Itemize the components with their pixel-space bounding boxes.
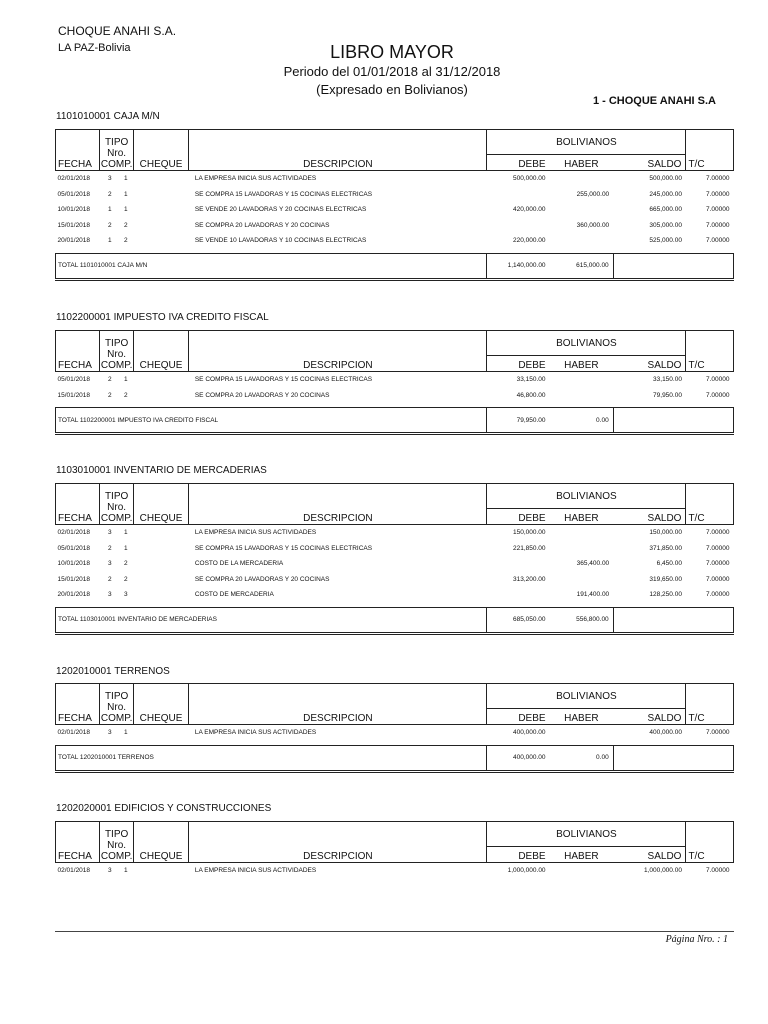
cell-descripcion: COSTO DE MERCADERIA bbox=[194, 591, 274, 599]
cell-tipo-nro bbox=[100, 372, 133, 388]
col-saldo: SALDO bbox=[613, 709, 686, 725]
cell-tc: 7.00000 bbox=[706, 376, 730, 384]
cell-debe bbox=[487, 587, 550, 603]
cell-nro: 2 bbox=[123, 237, 128, 245]
cell-tipo-nro bbox=[100, 525, 133, 541]
cell-cheque bbox=[133, 202, 189, 218]
cell-descripcion: LA EMPRESA INICIA SUS ACTIVIDADES bbox=[194, 729, 317, 737]
col-debe: DEBE bbox=[487, 509, 550, 525]
cell-saldo: 33,150.00 bbox=[653, 376, 682, 384]
col-bolivianos: BOLIVIANOS bbox=[487, 684, 686, 709]
col-cheque: CHEQUE bbox=[133, 484, 189, 525]
cell-saldo: 245,000.00 bbox=[649, 190, 682, 198]
cell-debe: 33,150.00 bbox=[516, 376, 546, 384]
cell-saldo: 6,450.00 bbox=[656, 560, 682, 568]
total-label: TOTAL 1103010001 INVENTARIO DE MERCADERIAS bbox=[56, 607, 487, 633]
cell-tc: 7.00000 bbox=[706, 175, 730, 183]
cell-saldo: 319,650.00 bbox=[649, 575, 682, 583]
total-debe: 1,140,000.00 bbox=[487, 253, 550, 279]
cell-cheque bbox=[133, 525, 189, 541]
col-saldo: SALDO bbox=[613, 356, 686, 372]
table-row bbox=[56, 233, 734, 249]
cell-tipo: 2 bbox=[107, 190, 112, 198]
col-haber: HABER bbox=[550, 709, 614, 725]
col-tc: T/C bbox=[686, 331, 734, 372]
cell-cheque bbox=[133, 233, 189, 249]
cell-descripcion: SE VENDE 10 LAVADORAS Y 10 COCINAS ELECTRICAS bbox=[194, 237, 367, 245]
total-tc-empty bbox=[686, 408, 734, 434]
cell-tc: 7.00000 bbox=[706, 544, 730, 552]
cell-tc: 7.00000 bbox=[706, 867, 730, 875]
cell-tipo: 2 bbox=[107, 544, 112, 552]
cell-descripcion: LA EMPRESA INICIA SUS ACTIVIDADES bbox=[194, 867, 317, 875]
col-haber: HABER bbox=[550, 509, 614, 525]
report-period: Periodo del 01/01/2018 al 31/12/2018 bbox=[283, 64, 501, 79]
total-saldo-empty bbox=[613, 253, 686, 279]
cell-tc: 7.00000 bbox=[706, 575, 730, 583]
col-debe: DEBE bbox=[487, 709, 550, 725]
cell-fecha: 05/01/2018 bbox=[57, 190, 91, 198]
table-row bbox=[56, 525, 734, 541]
col-descripcion: DESCRIPCION bbox=[189, 331, 487, 372]
cell-tipo: 3 bbox=[107, 867, 112, 875]
col-comp-label: COMP. bbox=[100, 159, 133, 170]
col-fecha: FECHA bbox=[56, 130, 100, 171]
cell-haber bbox=[550, 233, 614, 249]
table-row bbox=[56, 202, 734, 218]
col-tipo-comp bbox=[100, 822, 133, 863]
cell-cheque bbox=[133, 556, 189, 572]
cell-descripcion: LA EMPRESA INICIA SUS ACTIVIDADES bbox=[194, 175, 317, 183]
cell-fecha: 02/01/2018 bbox=[57, 529, 91, 537]
cell-nro: 1 bbox=[123, 867, 128, 875]
col-nro-label: Nro. bbox=[107, 349, 127, 360]
cell-tipo-nro bbox=[100, 572, 133, 588]
cell-debe: 313,200.00 bbox=[513, 575, 546, 583]
cell-tipo: 2 bbox=[107, 376, 112, 384]
cell-nro: 2 bbox=[123, 221, 128, 229]
total-debe: 400,000.00 bbox=[487, 745, 550, 771]
cell-debe: 400,000.00 bbox=[513, 729, 546, 737]
col-debe: DEBE bbox=[487, 155, 550, 171]
cell-tipo-nro bbox=[100, 218, 133, 234]
cell-haber bbox=[550, 541, 614, 557]
cell-haber bbox=[550, 525, 614, 541]
col-fecha: FECHA bbox=[56, 822, 100, 863]
cell-saldo: 1,000,000.00 bbox=[644, 867, 682, 875]
cell-haber: 365,400.00 bbox=[576, 560, 610, 568]
cell-cheque bbox=[133, 171, 189, 187]
cell-nro: 2 bbox=[123, 560, 128, 568]
total-haber: 0.00 bbox=[550, 408, 614, 434]
cell-tipo-nro bbox=[100, 171, 133, 187]
col-nro-label: Nro. bbox=[107, 840, 127, 851]
cell-tipo-nro bbox=[100, 556, 133, 572]
cell-nro: 1 bbox=[123, 544, 128, 552]
cell-saldo: 665,000.00 bbox=[649, 206, 682, 214]
table-row bbox=[56, 725, 734, 741]
ledger-table bbox=[55, 821, 734, 879]
cell-tc: 7.00000 bbox=[706, 221, 730, 229]
cell-tipo: 2 bbox=[107, 221, 112, 229]
cell-nro: 3 bbox=[123, 591, 128, 599]
cell-tc: 7.00000 bbox=[706, 560, 730, 568]
cell-tipo-nro bbox=[100, 187, 133, 203]
cell-saldo: 128,250.00 bbox=[649, 591, 682, 599]
cell-tipo-nro bbox=[100, 541, 133, 557]
cell-nro: 1 bbox=[123, 729, 128, 737]
cell-tipo: 3 bbox=[107, 529, 112, 537]
col-descripcion: DESCRIPCION bbox=[189, 484, 487, 525]
table-row bbox=[56, 218, 734, 234]
col-bolivianos: BOLIVIANOS bbox=[487, 484, 686, 509]
cell-descripcion: SE VENDE 20 LAVADORAS Y 20 COCINAS ELECTRICAS bbox=[194, 206, 367, 214]
col-cheque: CHEQUE bbox=[133, 130, 189, 171]
cell-fecha: 02/01/2018 bbox=[57, 867, 91, 875]
total-label: TOTAL 1101010001 CAJA M/N bbox=[56, 253, 487, 279]
cell-fecha: 15/01/2018 bbox=[57, 221, 91, 229]
cell-fecha: 15/01/2018 bbox=[57, 391, 91, 399]
cell-cheque bbox=[133, 572, 189, 588]
total-tc-empty bbox=[686, 607, 734, 633]
col-tc: T/C bbox=[686, 130, 734, 171]
total-haber: 615,000.00 bbox=[550, 253, 614, 279]
cell-cheque bbox=[133, 187, 189, 203]
cell-nro: 2 bbox=[123, 391, 128, 399]
col-saldo: SALDO bbox=[613, 509, 686, 525]
col-tipo-comp bbox=[100, 331, 133, 372]
cell-haber bbox=[550, 388, 614, 404]
cell-saldo: 150,000.00 bbox=[649, 529, 682, 537]
account-title: 1101010001 CAJA M/N bbox=[56, 111, 160, 122]
cell-haber bbox=[550, 372, 614, 388]
cell-haber bbox=[550, 725, 614, 741]
total-saldo-empty bbox=[613, 408, 686, 434]
table-row bbox=[56, 541, 734, 557]
cell-tipo-nro bbox=[100, 863, 133, 879]
cell-debe: 1,000,000.00 bbox=[507, 867, 546, 875]
total-debe: 685,050.00 bbox=[487, 607, 550, 633]
cell-tipo: 2 bbox=[107, 391, 112, 399]
col-comp-label: COMP. bbox=[100, 513, 133, 524]
table-row bbox=[56, 587, 734, 603]
table-row bbox=[56, 556, 734, 572]
cell-fecha: 15/01/2018 bbox=[57, 575, 91, 583]
cell-tc: 7.00000 bbox=[706, 391, 730, 399]
cell-nro: 1 bbox=[123, 376, 128, 384]
cell-descripcion: SE COMPRA 15 LAVADORAS Y 15 COCINAS ELECTRICAS bbox=[194, 544, 373, 552]
col-saldo: SALDO bbox=[613, 847, 686, 863]
table-row bbox=[56, 388, 734, 404]
cell-cheque bbox=[133, 725, 189, 741]
col-descripcion: DESCRIPCION bbox=[189, 130, 487, 171]
cell-saldo: 371,850.00 bbox=[649, 544, 682, 552]
cell-debe bbox=[487, 556, 550, 572]
col-nro-label: Nro. bbox=[107, 502, 127, 513]
cell-descripcion: SE COMPRA 15 LAVADORAS Y 15 COCINAS ELECTRICAS bbox=[194, 376, 373, 384]
cell-tipo: 3 bbox=[107, 729, 112, 737]
col-comp-label: COMP. bbox=[100, 360, 133, 371]
cell-saldo: 400,000.00 bbox=[649, 729, 682, 737]
col-fecha: FECHA bbox=[56, 684, 100, 725]
cell-cheque bbox=[133, 218, 189, 234]
cell-nro: 1 bbox=[123, 206, 128, 214]
cell-tipo: 3 bbox=[107, 591, 112, 599]
cell-fecha: 05/01/2018 bbox=[57, 376, 91, 384]
cell-nro: 2 bbox=[123, 575, 128, 583]
cell-haber bbox=[550, 171, 614, 187]
company-city: LA PAZ-Bolivia bbox=[58, 42, 131, 54]
total-debe: 79,950.00 bbox=[487, 408, 550, 434]
cell-tipo: 3 bbox=[107, 175, 112, 183]
cell-fecha: 10/01/2018 bbox=[57, 206, 91, 214]
entity-label: 1 - CHOQUE ANAHI S.A bbox=[592, 95, 716, 107]
col-haber: HABER bbox=[550, 847, 614, 863]
cell-tipo: 1 bbox=[107, 237, 112, 245]
table-row bbox=[56, 372, 734, 388]
cell-fecha: 20/01/2018 bbox=[57, 591, 91, 599]
cell-tc: 7.00000 bbox=[706, 529, 730, 537]
col-fecha: FECHA bbox=[56, 484, 100, 525]
total-label: TOTAL 1202010001 TERRENOS bbox=[56, 745, 487, 771]
cell-saldo: 305,000.00 bbox=[649, 221, 682, 229]
total-row bbox=[56, 408, 734, 434]
col-bolivianos: BOLIVIANOS bbox=[487, 331, 686, 356]
cell-tc: 7.00000 bbox=[706, 729, 730, 737]
ledger-table bbox=[55, 129, 734, 281]
col-nro-label: Nro. bbox=[107, 702, 127, 713]
table-row bbox=[56, 171, 734, 187]
cell-descripcion: SE COMPRA 20 LAVADORAS Y 20 COCINAS bbox=[194, 221, 330, 229]
cell-saldo: 79,950.00 bbox=[653, 391, 682, 399]
cell-saldo: 525,000.00 bbox=[649, 237, 682, 245]
cell-cheque bbox=[133, 863, 189, 879]
col-tipo-label: TIPO bbox=[104, 829, 129, 840]
col-cheque: CHEQUE bbox=[133, 331, 189, 372]
cell-descripcion: SE COMPRA 15 LAVADORAS Y 15 COCINAS ELECTRICAS bbox=[194, 190, 373, 198]
total-tc-empty bbox=[686, 745, 734, 771]
col-descripcion: DESCRIPCION bbox=[189, 684, 487, 725]
total-haber: 556,800.00 bbox=[550, 607, 614, 633]
col-debe: DEBE bbox=[487, 356, 550, 372]
col-tipo-label: TIPO bbox=[104, 338, 129, 349]
col-descripcion: DESCRIPCION bbox=[189, 822, 487, 863]
total-saldo-empty bbox=[613, 745, 686, 771]
col-tc: T/C bbox=[686, 822, 734, 863]
col-haber: HABER bbox=[550, 155, 614, 171]
ledger-table bbox=[55, 483, 734, 635]
cell-haber bbox=[550, 202, 614, 218]
col-tipo-comp bbox=[100, 130, 133, 171]
col-tc: T/C bbox=[686, 484, 734, 525]
cell-tipo: 3 bbox=[107, 560, 112, 568]
table-row bbox=[56, 572, 734, 588]
cell-tc: 7.00000 bbox=[706, 237, 730, 245]
cell-tipo-nro bbox=[100, 388, 133, 404]
account-title: 1103010001 INVENTARIO DE MERCADERIAS bbox=[56, 465, 267, 476]
cell-debe: 420,000.00 bbox=[513, 206, 546, 214]
ledger-table bbox=[55, 330, 734, 435]
col-tipo-label: TIPO bbox=[104, 137, 129, 148]
col-haber: HABER bbox=[550, 356, 614, 372]
company-name: CHOQUE ANAHI S.A. bbox=[58, 24, 177, 38]
account-title: 1202020001 EDIFICIOS Y CONSTRUCCIONES bbox=[56, 803, 272, 814]
ledger-table bbox=[55, 683, 734, 773]
cell-fecha: 02/01/2018 bbox=[57, 175, 91, 183]
col-comp-label: COMP. bbox=[100, 851, 133, 862]
cell-nro: 1 bbox=[123, 529, 128, 537]
cell-haber: 191,400.00 bbox=[576, 591, 610, 599]
cell-fecha: 20/01/2018 bbox=[57, 237, 91, 245]
col-comp-label: COMP. bbox=[100, 713, 133, 724]
table-row bbox=[56, 187, 734, 203]
cell-debe: 500,000.00 bbox=[513, 175, 546, 183]
col-debe: DEBE bbox=[487, 847, 550, 863]
table-row bbox=[56, 863, 734, 879]
cell-fecha: 05/01/2018 bbox=[57, 544, 91, 552]
col-cheque: CHEQUE bbox=[133, 822, 189, 863]
col-tipo-label: TIPO bbox=[104, 491, 129, 502]
footer-divider bbox=[55, 931, 734, 932]
account-title: 1102200001 IMPUESTO IVA CREDITO FISCAL bbox=[56, 312, 269, 323]
col-tc: T/C bbox=[686, 684, 734, 725]
total-saldo-empty bbox=[613, 607, 686, 633]
cell-tipo-nro bbox=[100, 233, 133, 249]
cell-tc: 7.00000 bbox=[706, 591, 730, 599]
cell-tipo-nro bbox=[100, 202, 133, 218]
col-nro-label: Nro. bbox=[107, 148, 127, 159]
cell-nro: 1 bbox=[123, 190, 128, 198]
currency-note: (Expresado en Bolivianos) bbox=[316, 82, 468, 97]
cell-cheque bbox=[133, 587, 189, 603]
total-row bbox=[56, 607, 734, 633]
total-haber: 0.00 bbox=[550, 745, 614, 771]
cell-fecha: 02/01/2018 bbox=[57, 729, 91, 737]
col-tipo-comp bbox=[100, 684, 133, 725]
cell-fecha: 10/01/2018 bbox=[57, 560, 91, 568]
cell-debe: 150,000.00 bbox=[513, 529, 546, 537]
cell-haber: 360,000.00 bbox=[576, 221, 610, 229]
cell-descripcion: SE COMPRA 20 LAVADORAS Y 20 COCINAS bbox=[194, 575, 330, 583]
cell-tc: 7.00000 bbox=[706, 190, 730, 198]
cell-cheque bbox=[133, 388, 189, 404]
col-bolivianos: BOLIVIANOS bbox=[487, 130, 686, 155]
cell-tipo-nro bbox=[100, 587, 133, 603]
total-tc-empty bbox=[686, 253, 734, 279]
cell-debe: 221,850.00 bbox=[513, 544, 546, 552]
cell-descripcion: COSTO DE LA MERCADERIA bbox=[194, 560, 284, 568]
col-tipo-comp bbox=[100, 484, 133, 525]
col-tipo-label: TIPO bbox=[104, 691, 129, 702]
cell-debe bbox=[487, 218, 550, 234]
cell-haber bbox=[550, 572, 614, 588]
cell-debe: 220,000.00 bbox=[513, 237, 546, 245]
cell-saldo: 500,000.00 bbox=[649, 175, 682, 183]
report-title: LIBRO MAYOR bbox=[330, 42, 454, 62]
cell-haber bbox=[550, 863, 614, 879]
cell-cheque bbox=[133, 541, 189, 557]
col-saldo: SALDO bbox=[613, 155, 686, 171]
col-cheque: CHEQUE bbox=[133, 684, 189, 725]
total-label: TOTAL 1102200001 IMPUESTO IVA CREDITO FISCAL bbox=[56, 408, 487, 434]
cell-nro: 1 bbox=[123, 175, 128, 183]
cell-tc: 7.00000 bbox=[706, 206, 730, 214]
cell-tipo-nro bbox=[100, 725, 133, 741]
cell-debe: 46,800.00 bbox=[516, 391, 546, 399]
cell-tipo: 2 bbox=[107, 575, 112, 583]
page-number: Página Nro. : 1 bbox=[665, 934, 728, 945]
cell-haber: 255,000.00 bbox=[576, 190, 610, 198]
cell-cheque bbox=[133, 372, 189, 388]
total-row bbox=[56, 745, 734, 771]
cell-descripcion: LA EMPRESA INICIA SUS ACTIVIDADES bbox=[194, 529, 317, 537]
total-row bbox=[56, 253, 734, 279]
cell-debe bbox=[487, 187, 550, 203]
account-title: 1202010001 TERRENOS bbox=[56, 666, 170, 677]
cell-tipo: 1 bbox=[107, 206, 112, 214]
cell-descripcion: SE COMPRA 20 LAVADORAS Y 20 COCINAS bbox=[194, 391, 330, 399]
col-fecha: FECHA bbox=[56, 331, 100, 372]
col-bolivianos: BOLIVIANOS bbox=[487, 822, 686, 847]
